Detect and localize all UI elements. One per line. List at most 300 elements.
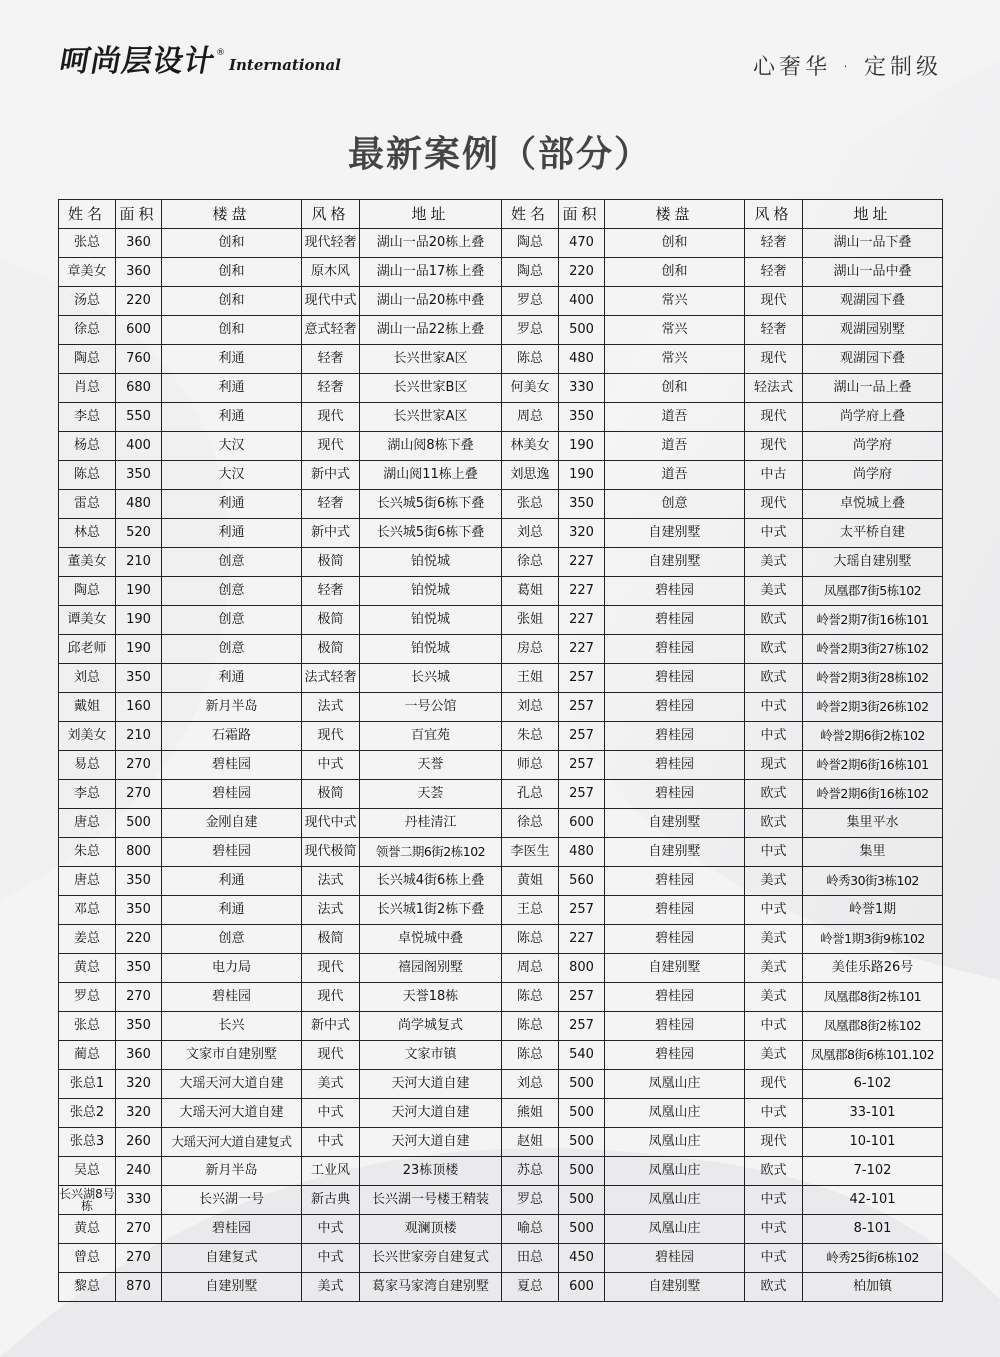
cell-style-left: 轻奢	[302, 374, 360, 403]
cell-area-left: 160	[116, 693, 162, 722]
cell-name-right: 王姐	[502, 664, 559, 693]
table-row	[59, 1012, 943, 1041]
cell-style-right: 轻奢	[745, 258, 803, 287]
cell-style-right: 美式	[745, 954, 803, 983]
cell-area-left: 210	[116, 722, 162, 751]
cell-estate-left: 大瑶天河大道自建复式	[162, 1128, 302, 1157]
cell-address-left: 长兴城5街6栋下叠	[360, 519, 502, 548]
cell-estate-left: 利通	[162, 374, 302, 403]
cell-estate-left: 碧桂园	[162, 838, 302, 867]
cell-style-right: 欧式	[745, 635, 803, 664]
cell-address-right: 10-101	[803, 1128, 943, 1157]
cell-name-right: 朱总	[502, 722, 559, 751]
cell-address-left: 禧园阁别墅	[360, 954, 502, 983]
cell-address-right: 集里	[803, 838, 943, 867]
cell-style-right: 轻奢	[745, 229, 803, 258]
cell-estate-right: 碧桂园	[605, 867, 745, 896]
cell-name-left: 陈总	[59, 461, 116, 490]
cell-style-right: 中式	[745, 1186, 803, 1215]
cell-address-left: 丹桂清江	[360, 809, 502, 838]
table-row	[59, 751, 943, 780]
cell-style-left: 美式	[302, 1273, 360, 1302]
cell-style-left: 法式	[302, 896, 360, 925]
cell-address-left: 铂悦城	[360, 577, 502, 606]
cell-style-right: 欧式	[745, 809, 803, 838]
cell-area-right: 480	[559, 345, 605, 374]
cell-name-left: 唐总	[59, 809, 116, 838]
cell-address-left: 一号公馆	[360, 693, 502, 722]
cell-name-right: 徐总	[502, 548, 559, 577]
cell-estate-right: 碧桂园	[605, 1012, 745, 1041]
cell-area-left: 400	[116, 432, 162, 461]
cell-address-left: 长兴城	[360, 664, 502, 693]
cell-style-right: 美式	[745, 867, 803, 896]
cell-style-left: 现代	[302, 403, 360, 432]
cell-style-right: 美式	[745, 548, 803, 577]
cell-estate-right: 凤凰山庄	[605, 1186, 745, 1215]
cell-address-right: 大瑶自建别墅	[803, 548, 943, 577]
cell-style-left: 意式轻奢	[302, 316, 360, 345]
cell-name-left: 刘美女	[59, 722, 116, 751]
cell-area-left: 350	[116, 954, 162, 983]
cell-style-right: 中式	[745, 519, 803, 548]
cell-address-left: 天誉18栋	[360, 983, 502, 1012]
cell-style-left: 中式	[302, 1215, 360, 1244]
cell-address-right: 岭誉2期3街27栋102	[803, 635, 943, 664]
cell-estate-left: 创和	[162, 316, 302, 345]
cell-estate-left: 长兴湖一号	[162, 1186, 302, 1215]
cell-name-left: 姜总	[59, 925, 116, 954]
cell-style-right: 轻法式	[745, 374, 803, 403]
cell-name-left: 刘总	[59, 664, 116, 693]
cell-estate-right: 碧桂园	[605, 693, 745, 722]
cell-estate-left: 新月半岛	[162, 693, 302, 722]
cell-area-right: 257	[559, 983, 605, 1012]
table-row	[59, 1215, 943, 1244]
cell-estate-right: 碧桂园	[605, 1041, 745, 1070]
cell-name-right: 熊姐	[502, 1099, 559, 1128]
cell-address-left: 铂悦城	[360, 606, 502, 635]
cell-style-right: 美式	[745, 925, 803, 954]
cell-area-left: 350	[116, 896, 162, 925]
cell-style-left: 轻奢	[302, 345, 360, 374]
cell-area-right: 227	[559, 635, 605, 664]
header-area-right: 面积	[559, 200, 605, 229]
table-row	[59, 664, 943, 693]
header-estate-right: 楼盘	[605, 200, 745, 229]
cell-address-left: 天河大道自建	[360, 1128, 502, 1157]
table-row	[59, 1070, 943, 1099]
cell-estate-left: 创和	[162, 258, 302, 287]
cell-name-right: 林美女	[502, 432, 559, 461]
cell-style-left: 现代	[302, 1041, 360, 1070]
cell-estate-right: 常兴	[605, 345, 745, 374]
cell-estate-right: 碧桂园	[605, 751, 745, 780]
cell-address-left: 长兴湖一号楼王精装	[360, 1186, 502, 1215]
cell-estate-right: 道吾	[605, 403, 745, 432]
cell-address-right: 柏加镇	[803, 1273, 943, 1302]
cell-estate-left: 利通	[162, 519, 302, 548]
cell-style-left: 中式	[302, 751, 360, 780]
cell-area-left: 240	[116, 1157, 162, 1186]
cell-area-left: 480	[116, 490, 162, 519]
cell-style-left: 中式	[302, 1128, 360, 1157]
cell-address-right: 岭誉1期	[803, 896, 943, 925]
cell-area-left: 270	[116, 780, 162, 809]
cell-name-left: 黄总	[59, 1215, 116, 1244]
cell-name-left: 雷总	[59, 490, 116, 519]
cell-style-right: 中式	[745, 896, 803, 925]
cell-address-left: 尚学城复式	[360, 1012, 502, 1041]
cell-estate-right: 凤凰山庄	[605, 1070, 745, 1099]
cell-estate-left: 碧桂园	[162, 751, 302, 780]
cell-area-left: 350	[116, 867, 162, 896]
cell-estate-left: 新月半岛	[162, 1157, 302, 1186]
cell-name-right: 罗总	[502, 316, 559, 345]
cell-address-left: 铂悦城	[360, 635, 502, 664]
cell-name-right: 刘总	[502, 1070, 559, 1099]
cell-style-left: 轻奢	[302, 490, 360, 519]
cell-style-right: 中式	[745, 1099, 803, 1128]
cell-address-right: 33-101	[803, 1099, 943, 1128]
cell-name-right: 苏总	[502, 1157, 559, 1186]
cell-style-left: 现代中式	[302, 287, 360, 316]
slogan: 心奢华 · 定制级	[753, 55, 942, 80]
cell-name-left: 李总	[59, 403, 116, 432]
cell-style-left: 新中式	[302, 519, 360, 548]
cell-name-left: 黎总	[59, 1273, 116, 1302]
cell-address-right: 尚学府	[803, 432, 943, 461]
cell-area-left: 190	[116, 635, 162, 664]
cell-style-right: 现代	[745, 287, 803, 316]
table-row	[59, 838, 943, 867]
cell-estate-left: 创和	[162, 287, 302, 316]
cell-name-left: 长兴湖8号栋	[59, 1187, 115, 1213]
cell-style-left: 法式	[302, 867, 360, 896]
registered-mark: ®	[216, 48, 225, 58]
brand-logo	[57, 44, 341, 79]
cell-style-left: 现代	[302, 983, 360, 1012]
cell-area-left: 210	[116, 548, 162, 577]
cell-estate-right: 创和	[605, 258, 745, 287]
cell-style-right: 现代	[745, 432, 803, 461]
cell-address-left: 天荟	[360, 780, 502, 809]
cell-estate-right: 碧桂园	[605, 664, 745, 693]
cell-name-left: 徐总	[59, 316, 116, 345]
cell-name-right: 陈总	[502, 983, 559, 1012]
cell-area-right: 257	[559, 780, 605, 809]
cell-name-right: 张总	[502, 490, 559, 519]
cell-area-left: 270	[116, 983, 162, 1012]
cell-name-left: 张总2	[59, 1099, 116, 1128]
cell-address-right: 岭誉2期6街16栋101	[803, 751, 943, 780]
cell-area-left: 220	[116, 925, 162, 954]
cell-name-left: 朱总	[59, 838, 116, 867]
table-row	[59, 1273, 943, 1302]
cell-area-right: 257	[559, 1012, 605, 1041]
cell-estate-left: 利通	[162, 664, 302, 693]
cell-estate-right: 凤凰山庄	[605, 1157, 745, 1186]
cell-name-left: 戴姐	[59, 693, 116, 722]
cell-estate-right: 自建别墅	[605, 519, 745, 548]
cell-style-right: 中式	[745, 1215, 803, 1244]
cell-name-right: 房总	[502, 635, 559, 664]
cell-name-right: 黄姐	[502, 867, 559, 896]
cell-style-left: 新中式	[302, 1012, 360, 1041]
cell-name-right: 罗总	[502, 1186, 559, 1215]
cell-address-right: 岭秀25街6栋102	[803, 1244, 943, 1273]
cell-name-right: 张姐	[502, 606, 559, 635]
cell-area-right: 600	[559, 1273, 605, 1302]
cell-style-left: 轻奢	[302, 577, 360, 606]
cell-name-right: 陶总	[502, 229, 559, 258]
cell-estate-right: 创和	[605, 229, 745, 258]
cell-name-right: 陈总	[502, 925, 559, 954]
table-row	[59, 258, 943, 287]
cell-address-right: 凤凰郡7街5栋102	[803, 577, 943, 606]
cell-name-right: 陶总	[502, 258, 559, 287]
cell-estate-right: 凤凰山庄	[605, 1215, 745, 1244]
cell-name-left: 易总	[59, 751, 116, 780]
cell-estate-left: 利通	[162, 490, 302, 519]
cell-estate-right: 自建别墅	[605, 809, 745, 838]
cell-style-right: 美式	[745, 577, 803, 606]
cell-name-left: 蔺总	[59, 1041, 116, 1070]
cell-address-right: 尚学府	[803, 461, 943, 490]
cell-estate-left: 利通	[162, 896, 302, 925]
cell-style-right: 现式	[745, 751, 803, 780]
cell-address-right: 凤凰郡8街2栋102	[803, 1012, 943, 1041]
cell-style-right: 中式	[745, 1244, 803, 1273]
cell-address-right: 7-102	[803, 1157, 943, 1186]
cell-name-left: 林总	[59, 519, 116, 548]
cell-style-left: 极简	[302, 606, 360, 635]
cell-style-left: 新古典	[302, 1186, 360, 1215]
cell-name-right: 师总	[502, 751, 559, 780]
cell-area-left: 550	[116, 403, 162, 432]
cell-area-left: 190	[116, 577, 162, 606]
cell-area-left: 320	[116, 1070, 162, 1099]
cell-style-right: 中式	[745, 722, 803, 751]
cell-style-left: 现代	[302, 954, 360, 983]
cell-estate-right: 碧桂园	[605, 780, 745, 809]
header-name-right: 姓名	[502, 200, 559, 229]
cell-estate-left: 创意	[162, 925, 302, 954]
cell-style-left: 美式	[302, 1070, 360, 1099]
cell-area-left: 360	[116, 258, 162, 287]
cell-address-left: 百宜苑	[360, 722, 502, 751]
table-row	[59, 1099, 943, 1128]
cell-address-left: 铂悦城	[360, 548, 502, 577]
cell-estate-left: 自建复式	[162, 1244, 302, 1273]
table-row	[59, 316, 943, 345]
cell-estate-left: 自建别墅	[162, 1273, 302, 1302]
cell-address-left: 湖山一品17栋上叠	[360, 258, 502, 287]
cell-estate-left: 创意	[162, 635, 302, 664]
cell-style-right: 欧式	[745, 664, 803, 693]
cell-style-left: 极简	[302, 925, 360, 954]
cell-estate-left: 大汉	[162, 432, 302, 461]
cell-style-right: 欧式	[745, 606, 803, 635]
cell-estate-left: 利通	[162, 403, 302, 432]
cell-style-right: 中式	[745, 693, 803, 722]
table-row	[59, 1128, 943, 1157]
cell-area-right: 257	[559, 722, 605, 751]
cell-area-left: 350	[116, 1012, 162, 1041]
cell-name-left: 李总	[59, 780, 116, 809]
cell-estate-left: 金刚自建	[162, 809, 302, 838]
cell-address-right: 观湖园别墅	[803, 316, 943, 345]
cell-area-left: 320	[116, 1099, 162, 1128]
header-area-left: 面积	[116, 200, 162, 229]
cell-name-right: 陈总	[502, 345, 559, 374]
cell-estate-right: 常兴	[605, 287, 745, 316]
cell-address-right: 太平桥自建	[803, 519, 943, 548]
cell-address-left: 长兴世家B区	[360, 374, 502, 403]
cell-style-right: 现代	[745, 1128, 803, 1157]
cell-estate-left: 碧桂园	[162, 983, 302, 1012]
table-row	[59, 519, 943, 548]
cell-address-left: 葛家马家湾自建别墅	[360, 1273, 502, 1302]
cell-name-left: 黄总	[59, 954, 116, 983]
cell-estate-right: 道吾	[605, 461, 745, 490]
cell-area-right: 227	[559, 606, 605, 635]
cell-address-left: 湖山一品22栋上叠	[360, 316, 502, 345]
table-row	[59, 490, 943, 519]
cell-name-left: 唐总	[59, 867, 116, 896]
cell-address-right: 8-101	[803, 1215, 943, 1244]
cell-estate-left: 文家市自建别墅	[162, 1041, 302, 1070]
cell-address-right: 湖山一品上叠	[803, 374, 943, 403]
cell-style-right: 中式	[745, 838, 803, 867]
cell-name-right: 周总	[502, 403, 559, 432]
cell-style-right: 中式	[745, 1012, 803, 1041]
cell-area-right: 350	[559, 490, 605, 519]
header-name-left: 姓名	[59, 200, 116, 229]
cell-area-left: 350	[116, 461, 162, 490]
table-row	[59, 1186, 943, 1215]
cell-estate-left: 碧桂园	[162, 1215, 302, 1244]
cell-address-right: 岭誉2期6街16栋102	[803, 780, 943, 809]
cell-area-left: 330	[116, 1186, 162, 1215]
table-row	[59, 606, 943, 635]
cell-address-right: 观湖园下叠	[803, 345, 943, 374]
cell-style-right: 美式	[745, 983, 803, 1012]
cell-address-right: 岭誉2期7街16栋101	[803, 606, 943, 635]
cell-name-left: 谭美女	[59, 606, 116, 635]
cell-name-right: 徐总	[502, 809, 559, 838]
cell-style-right: 美式	[745, 1041, 803, 1070]
cell-area-right: 400	[559, 287, 605, 316]
cell-area-right: 190	[559, 432, 605, 461]
cell-estate-right: 创和	[605, 374, 745, 403]
cell-address-left: 长兴世家A区	[360, 345, 502, 374]
cell-estate-left: 大瑶天河大道自建	[162, 1070, 302, 1099]
cell-estate-right: 自建别墅	[605, 1273, 745, 1302]
cell-style-left: 工业风	[302, 1157, 360, 1186]
cell-estate-left: 电力局	[162, 954, 302, 983]
cell-estate-left: 大瑶天河大道自建	[162, 1099, 302, 1128]
cell-area-right: 470	[559, 229, 605, 258]
cell-style-right: 现代	[745, 403, 803, 432]
cell-estate-left: 利通	[162, 867, 302, 896]
cell-address-right: 湖山一品下叠	[803, 229, 943, 258]
cell-area-right: 227	[559, 577, 605, 606]
cell-estate-right: 碧桂园	[605, 577, 745, 606]
cell-name-right: 陈总	[502, 1041, 559, 1070]
cell-area-right: 227	[559, 925, 605, 954]
cell-style-left: 极简	[302, 780, 360, 809]
table-row	[59, 925, 943, 954]
cell-address-left: 湖山阅11栋上叠	[360, 461, 502, 490]
cell-style-left: 现代轻奢	[302, 229, 360, 258]
cell-name-right: 孔总	[502, 780, 559, 809]
cell-name-right: 罗总	[502, 287, 559, 316]
cell-address-right: 岭誉2期3街28栋102	[803, 664, 943, 693]
table-row	[59, 780, 943, 809]
table-row	[59, 1244, 943, 1273]
cell-address-right: 湖山一品中叠	[803, 258, 943, 287]
cell-area-right: 450	[559, 1244, 605, 1273]
cell-address-left: 卓悦城中叠	[360, 925, 502, 954]
cell-estate-left: 长兴	[162, 1012, 302, 1041]
cell-style-left: 极简	[302, 635, 360, 664]
cell-address-left: 文家市镇	[360, 1041, 502, 1070]
cell-address-right: 卓悦城上叠	[803, 490, 943, 519]
cell-area-right: 220	[559, 258, 605, 287]
cell-area-right: 500	[559, 1157, 605, 1186]
cell-area-right: 800	[559, 954, 605, 983]
table-row	[59, 461, 943, 490]
table-row	[59, 954, 943, 983]
cell-style-left: 法式	[302, 693, 360, 722]
cell-area-left: 600	[116, 316, 162, 345]
cell-address-left: 23栋顶楼	[360, 1157, 502, 1186]
cell-address-right: 岭誉2期6街2栋102	[803, 722, 943, 751]
cell-area-right: 190	[559, 461, 605, 490]
cell-name-left: 汤总	[59, 287, 116, 316]
cell-name-left: 罗总	[59, 983, 116, 1012]
cell-area-right: 330	[559, 374, 605, 403]
cell-area-right: 257	[559, 664, 605, 693]
cell-name-right: 刘思逸	[502, 461, 559, 490]
cell-area-left: 360	[116, 1041, 162, 1070]
table-body	[59, 229, 943, 1302]
cell-estate-right: 凤凰山庄	[605, 1099, 745, 1128]
cell-area-right: 600	[559, 809, 605, 838]
cell-estate-left: 创意	[162, 606, 302, 635]
table-row	[59, 1041, 943, 1070]
table-row	[59, 287, 943, 316]
header-style-right: 风格	[745, 200, 803, 229]
cell-address-right: 岭誉2期3街26栋102	[803, 693, 943, 722]
table-header-row	[59, 200, 943, 229]
cell-style-right: 欧式	[745, 780, 803, 809]
cell-name-right: 赵姐	[502, 1128, 559, 1157]
table-row	[59, 635, 943, 664]
cell-area-right: 257	[559, 751, 605, 780]
cell-name-left: 张总	[59, 1012, 116, 1041]
table-row	[59, 983, 943, 1012]
cell-area-left: 190	[116, 606, 162, 635]
table-row	[59, 374, 943, 403]
cell-estate-left: 石霜路	[162, 722, 302, 751]
cell-estate-right: 碧桂园	[605, 983, 745, 1012]
cell-name-left: 杨总	[59, 432, 116, 461]
cell-style-left: 现代	[302, 722, 360, 751]
cell-address-right: 凤凰郡8街6栋101.102	[803, 1041, 943, 1070]
cell-name-right: 李医生	[502, 838, 559, 867]
